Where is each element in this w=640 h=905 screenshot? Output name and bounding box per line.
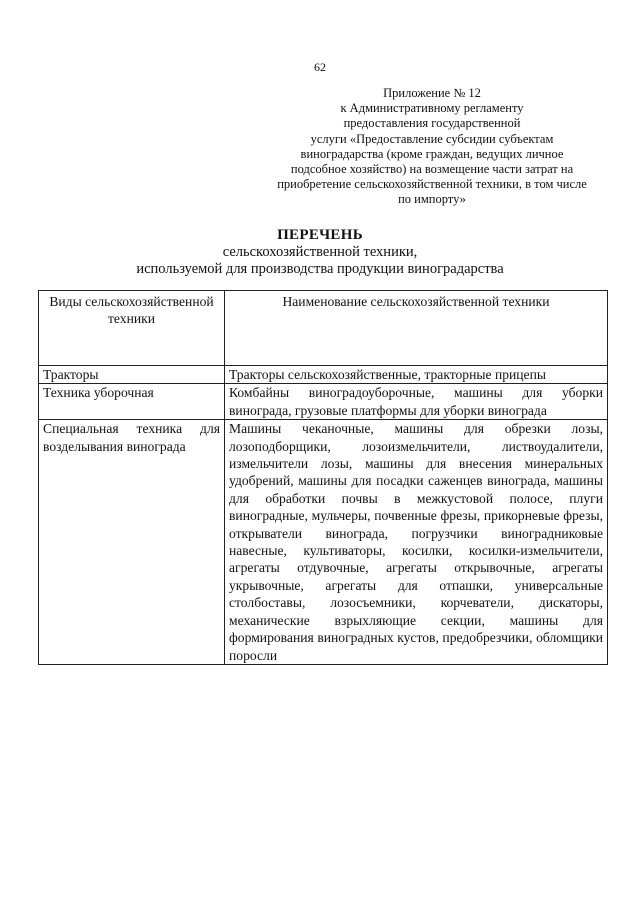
machinery-type-cell: Тракторы <box>39 366 225 384</box>
machinery-names-cell: Тракторы сельскохозяйственные, тракторные прицепы <box>225 366 608 384</box>
document-subtitle-line: сельскохозяйственной техники, <box>222 244 418 260</box>
appendix-line: приобретение сельскохозяйственной техники, в том числе <box>277 177 587 192</box>
machinery-type-cell: Специальная техника для возделывания винограда <box>39 420 225 665</box>
appendix-line: услуги «Предоставление субсидии субъектам <box>310 131 554 146</box>
header-machinery-name: Наименование сельскохозяйственной техники <box>225 291 608 366</box>
appendix-line: подсобное хозяйство) на возмещение части затрат на <box>290 162 574 177</box>
machinery-names-cell: Машины чеканочные, машины для обрезки лозы, лозоподборщики, лозоизмельчители, листвоудалители, измельчители лозы, машины для внесения минеральных удобрений, машины для посадки саженцев винограда, машины для обработки почвы в межкустовой полосе, плуги виноградные, мульчеры, почвенные фрезы, прикорневые фрезы, открыватели винограда, погрузчики виноградниковые навесные, культиваторы, косилки, косилки-измельчители, агрегаты отдувочные, агрегаты открывочные, агрегаты укрывочные, агрегаты для отпашки, универсальные столбоставы, лозосъемники, корчеватели, дискаторы, механические взрыхляющие секции, машины для формирования виноградных кустов, предобрезчики, обломщики поросли <box>225 420 608 665</box>
appendix-line: Приложение № 12 <box>383 86 481 100</box>
table-row <box>39 366 608 384</box>
appendix-line: предоставления государственной <box>343 116 521 131</box>
table-row <box>39 384 608 420</box>
document-title: ПЕРЕЧЕНЬ <box>277 227 363 243</box>
page-number: 62 <box>314 60 326 74</box>
machinery-type-cell: Техника уборочная <box>39 384 225 420</box>
appendix-line: к Административному регламенту <box>340 101 524 116</box>
appendix-line: виноградарства (кроме граждан, ведущих личное <box>300 146 564 161</box>
document-title-block <box>0 226 640 278</box>
appendix-line: по импорту» <box>398 192 466 207</box>
machinery-names-cell: Комбайны виноградоуборочные, машины для уборки винограда, грузовые платформы для уборки винограда <box>225 384 608 420</box>
machinery-table <box>38 290 608 665</box>
appendix-note <box>262 86 602 208</box>
document-subtitle-line: используемой для производства продукции виноградарства <box>136 261 504 277</box>
table-header-row <box>39 291 608 366</box>
table-row <box>39 420 608 665</box>
header-machinery-type: Виды сельскохозяйственной техники <box>39 291 225 366</box>
